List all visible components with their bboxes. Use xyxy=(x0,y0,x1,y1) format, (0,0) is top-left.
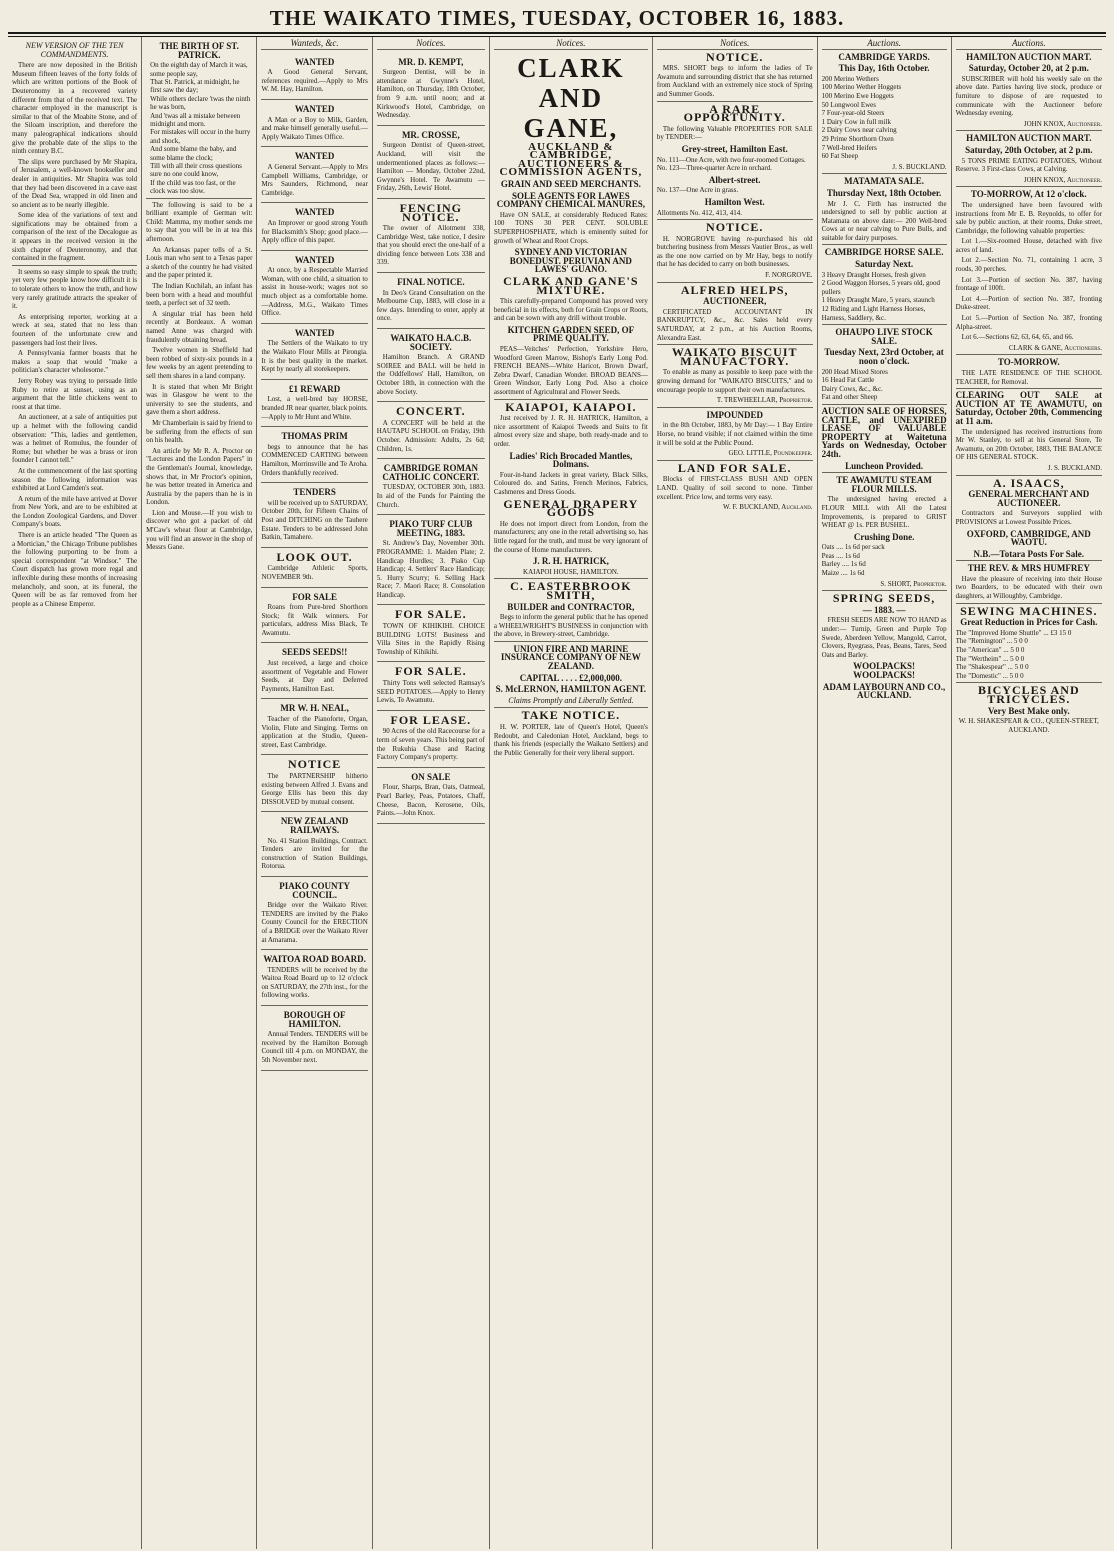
ad xyxy=(261,699,367,755)
kaiapoi-body-2: Four-in-hand Jackets in great variety, Black Silks, Coloured do. and Satins, French Merinos, Fabrics, Cashmeres and Dress Goods. xyxy=(493,470,648,496)
paragraph: An Arkansas paper tells of a St. Louis man who sent to a Texas paper a sketch of the country he had visited and the paper printed it. xyxy=(146,245,253,280)
clark-gane-mixture: CLARK AND GANE'S MIXTURE. xyxy=(503,273,639,297)
ad xyxy=(261,877,367,950)
ad-title: NEW ZEALAND RAILWAYS. xyxy=(280,816,349,835)
verse-line: And some blame the baby, and some blame the clock; xyxy=(150,145,237,162)
list-item: Oats .... 1s 6d per sack xyxy=(821,543,885,552)
divider xyxy=(657,407,813,408)
list-item: 12 Riding and Light Harness Horses, Harness, Saddlery, &c. xyxy=(821,305,926,322)
ad-title: CAMBRIDGE ROMAN CATHOLIC CONCERT. xyxy=(382,463,480,482)
ad xyxy=(261,203,367,250)
ad xyxy=(261,812,367,877)
section-heading: Notices. xyxy=(657,39,813,50)
verse-line: That St. Patrick, at midnight, he first saw the day; xyxy=(150,78,240,95)
ad-body: Hamilton Branch. A GRAND SOIREE and BALL will be held in the Oddfellows' Hall, Hamilton, on October 18th, in connection with the above Society. xyxy=(376,353,485,396)
ad-title: MR W. H. NEAL, xyxy=(280,703,349,714)
ad-title: FOR LEASE. xyxy=(390,712,472,727)
ad-title: TENDERS xyxy=(293,487,336,498)
spring-seeds-title: SPRING SEEDS, xyxy=(832,591,936,606)
impounded-signature: GEO. LITTLE, Poundkeeper. xyxy=(728,449,813,458)
divider xyxy=(12,265,137,266)
ad xyxy=(377,711,485,768)
ad xyxy=(261,1006,367,1071)
article-title: THE BIRTH OF ST. PATRICK. xyxy=(159,41,239,60)
matamata-date: Thursday Next, 18th October. xyxy=(826,187,942,198)
notice-body: H. NORGROVE having re-purchased his old butchering business from Messrs Vautier Bros., as well as the one now carried on by Mr Hay, begs to notify that he has decided to carry on both businesses. xyxy=(656,234,813,269)
list-item: Albert-street. xyxy=(708,175,761,185)
ad-body: 90 Acres of the old Racecourse for a term of seven years. This being part of the Rukuhia Chase and Racing Factory Company's property. xyxy=(376,727,485,762)
ad-title: WANTED xyxy=(294,207,335,218)
ad xyxy=(377,273,485,329)
biscuit-title: WAIKATO BISCUIT MANUFACTORY. xyxy=(671,345,798,368)
paragraph: A singular trial has been held recently at Bordeaux. A woman named Anne was charged with fraudulently obtaining bread. xyxy=(146,309,253,344)
ad xyxy=(377,515,485,605)
list-item: 100 Merino Ewe Hoggets xyxy=(821,91,894,100)
clark-gane-location: AUCKLAND & CAMBRIDGE, xyxy=(528,140,614,162)
list-item: 1 Dairy Cow in full milk xyxy=(821,117,891,126)
clark-gane-mixture-body: This carefully-prepared Compound has proved very beneficial in its effects, both for Grain Crops or Roots, and can be sown with any drill without trouble. xyxy=(493,297,648,323)
list-item: Lot 6.—Sections 62, 63, 64, 65, and 66. xyxy=(961,333,1074,342)
crushing-title: Crushing Done. xyxy=(853,531,915,542)
ad-body: Surgeon Dentist of Queen-street, Auckland, will visit the undermentioned places as follows:— Hamilton — Monday, October 22nd, Gwynne's Hotel. Te Awamutu — Friday, 26th, Lewis' Hotel. xyxy=(376,141,485,193)
ad-body: TUESDAY, OCTOBER 30th, 1883. In aid of the Funds for Painting the Church. xyxy=(376,483,485,509)
ad xyxy=(261,483,367,548)
isaacs-body: Contractors and Surveyors supplied with PROVISIONS at Lowest Possible Prices. xyxy=(955,509,1102,526)
list-item: Fat and other Sheep xyxy=(821,393,878,402)
ad xyxy=(261,324,367,380)
ad-title: FINAL NOTICE. xyxy=(397,277,465,288)
section-heading: Wanteds, &c. xyxy=(261,39,367,50)
spring-seeds-year: — 1883. — xyxy=(862,604,906,615)
hatrick-title: J. R. H. HATRICK, xyxy=(532,556,609,567)
isaacs-title: A. ISAACS, xyxy=(992,475,1065,490)
ad xyxy=(377,768,485,824)
paragraph: Mr Chamberlain is said by friend to be suffering from the effects of sun on his health. xyxy=(146,418,253,445)
mills-body: The undersigned having erected a FLOUR MILL with All the Latest Improvements, is prepared to GRIST WHEAT @ 1s. PER BUSHEL. xyxy=(821,495,947,530)
stock-list xyxy=(822,75,947,161)
ad xyxy=(377,126,485,199)
article-body xyxy=(12,61,137,608)
union-claims: Claims Promptly and Liberally Settled. xyxy=(508,695,634,705)
list-item: 7 Four-year-old Steers xyxy=(821,109,885,118)
ad-body: No. 41 Station Buildings, Contract. Tenders are invited for the construction of Station Buildings, Rotorua. xyxy=(261,836,368,871)
column-st-patrick xyxy=(142,37,257,1549)
ad-body: Just received, a large and choice assortment of Vegetable and Flower Seeds, at Day and Deferred Payments, Hamilton East. xyxy=(261,659,368,693)
clark-gane-title: CLARK AND GANE, xyxy=(517,52,625,143)
clark-gane-line: GRAIN AND SEED MERCHANTS. xyxy=(500,178,641,189)
paragraph: A Pennsylvania farmer boasts that he makes a soap that would "make a politician's character wholesome." xyxy=(12,349,138,375)
ad-body: Thirty Tons well selected Ramsay's SEED POTATOES.—Apply to Henry Lewis, Te Awamutu. xyxy=(376,679,485,705)
mills-signature: S. SHORT, Proprietor. xyxy=(880,579,947,588)
paragraph: The following is said to be a brilliant example of German wit: Child: Mamma, my mother sends me to say that you will be in at tea this afternoon. xyxy=(146,200,253,244)
list-item: Lot 5.—Portion of Section No. 387, fronting Alpha-street. xyxy=(955,314,1102,331)
isaacs-places: OXFORD, CAMBRIDGE, AND WAOTU. xyxy=(966,528,1091,548)
clark-gane-seed: SYDNEY AND VICTORIAN BONEDUST. PERUVIAN AND LAWES' GUANO. xyxy=(509,247,632,275)
helps-sub: AUCTIONEER, xyxy=(703,296,767,307)
column-auctions-1 xyxy=(818,37,952,1549)
clearing-body: The undersigned has received instructions from Mr W. Stanley, to sell at his General Store, Te Awamutu, on 20th October, 1883, THE BALANCE OF HIS GENERAL STOCK. xyxy=(955,427,1102,462)
ad-title: £1 REWARD xyxy=(288,383,341,394)
list-item: The "Shakespear" ... 5 0 0 xyxy=(955,663,1029,672)
article-title: NEW VERSION OF THE TEN COMMANDMENTS. xyxy=(25,41,124,59)
ad xyxy=(377,459,485,515)
clearing-signature: J. S. BUCKLAND. xyxy=(1047,463,1102,472)
easterbrook-body: Begs to inform the general public that he has opened a WHEELWRIGHT'S BUSINESS in conjunction with the above, in Brewery-street, Cambridge. xyxy=(493,613,648,639)
horse-sale-date: Saturday Next. xyxy=(855,259,914,270)
ad-title: FOR SALE xyxy=(292,591,337,602)
poem xyxy=(146,61,252,196)
tomorrow-body: The undersigned have been favoured with instructions from Mr E. B. Reynolds, to offer for sale by public auction, at their rooms, Duke street, Cambridge, the following valuable properties: xyxy=(955,200,1102,235)
clearing-title: CLEARING OUT SALE at AUCTION AT TE AWAMUTU, on Saturday, October 20th, Commencing at 11 a.m. xyxy=(955,390,1102,426)
paragraph: The Indian Kuchilah, an infant has been born with a head and mouthful teeth, a perfect set of 32 teeth. xyxy=(146,282,253,308)
biscuit-body: To enable as many as possible to keep pace with the growing demand for "WAIKATO BISCUITS," and to encourage people to support their own manufactures. xyxy=(656,368,813,394)
ad xyxy=(261,643,367,699)
divider xyxy=(822,324,947,325)
ad-title: CONCERT. xyxy=(395,404,466,419)
ad-body: The Settlers of the Waikato to try the Waikato Flour Mills at Pirongia. It is the best quality in the market. Kept by nearly all storekeepers. xyxy=(261,339,368,374)
ad-title: FENCING NOTICE. xyxy=(399,200,462,224)
land-signature: W. F. BUCKLAND, Auckland. xyxy=(723,503,813,512)
columns xyxy=(8,36,1106,1549)
ohaupo-list xyxy=(822,368,947,402)
property-list xyxy=(657,156,813,218)
ad-title: WAITOA ROAD BOARD. xyxy=(263,954,366,965)
mart-title: HAMILTON AUCTION MART. xyxy=(966,51,1092,62)
isaacs-nb: N.B.—Totara Posts For Sale. xyxy=(973,548,1085,559)
list-item: 100 Merino Wether Hoggets xyxy=(821,83,902,92)
ad-title: WANTED xyxy=(294,103,335,114)
kaiapoi-body: Just received by J. R. H. HATRICK, Hamilton, a nice assortment of Kaiapoi Tweeds and Suits to fit almost every size and shape, both ready-made and to order. xyxy=(493,414,648,448)
list-item: 2 Good Waggon Horses, 5 years old, good pullers xyxy=(821,279,941,296)
paragraph: Lion and Mouse.—If you wish to discover who got a packet of old M'Caw's wheat flour at Cambridge, you will find an answer in the shop of Messrs Gane. xyxy=(146,508,253,552)
list-item: Lot 4.—Portion of section No. 387, fronting Duke-street. xyxy=(955,294,1102,312)
list-item: Hamilton West. xyxy=(704,197,765,207)
ad-body: TENDERS will be received by the Waitoa Road Board up to 12 o'clock on SATURDAY, the 27th inst., for the following works. xyxy=(261,965,368,1000)
horse-sale-title: CAMBRIDGE HORSE SALE. xyxy=(824,247,944,258)
verse-line: While others declare 'twas the ninth he was born, xyxy=(150,94,251,112)
ad-body: Annual Tenders. TENDERS will be received by the Hamilton Borough Council till 4 p.m. on MONDAY, the 5th November next. xyxy=(261,1030,368,1065)
paragraph: As enterprising reporter, working at a wreck at sea, stated that no less than fourteen of the unfortunate crew and passengers had lost their lives. xyxy=(12,312,138,347)
yards-date: This Day, 16th October. xyxy=(838,63,930,74)
ad xyxy=(261,251,367,324)
list-item: The "Remington" ... 5 0 0 xyxy=(955,637,1028,646)
divider xyxy=(956,130,1102,131)
section-heading: Notices. xyxy=(377,39,485,50)
notice-body: MRS. SHORT begs to inform the ladies of Te Awamutu and surrounding district that she has returned from Auckland with an extremely nice stock of Spring and Summer Goods. xyxy=(656,64,813,98)
column-wanteds xyxy=(257,37,372,1549)
sewing-sub: Great Reduction in Prices for Cash. xyxy=(960,617,1098,628)
humfrey-title: THE REV. & MRS HUMFREY xyxy=(967,563,1090,574)
list-item: Peas .... 1s 6d xyxy=(821,551,860,560)
mart-body: 5 TONS PRIME EATING POTATOES, Without Reserve. 3 First-class Cows, at Calving. xyxy=(955,156,1102,174)
yards-title: CAMBRIDGE YARDS. xyxy=(838,51,930,62)
paragraph: At the commencement of the last sporting season the following information was exhibited at Lord Camden's seat. xyxy=(12,466,138,493)
matamata-body: Mr J. C. Firth has instructed the undersigned to sell by public auction at Matamata on above date:— 200 Well-bred Cows at or near calving to Pure Bulls, and suitable for dairy purposes. xyxy=(821,199,947,242)
clark-gane-agents: SOLE AGENTS FOR LAWES COMPANY CHEMICAL MANURES, xyxy=(496,190,645,210)
ad-body: Lost, a well-bred bay HORSE, branded JR near quarter, black points.—Apply to Mr Hunt and White. xyxy=(261,395,368,421)
notice-title: NOTICE. xyxy=(706,220,764,235)
land-title: LAND FOR SALE. xyxy=(677,460,792,475)
ad xyxy=(261,427,367,483)
paragraph: The slips were purchased by Mr Shapira, of Jerusalem, a well-known bookseller and dealer in antiquities. Mr Shapira was told that they had been discovered in a cave east of the Dead Sea, wrapped in old linen and so ancient as to be nearly illegible. xyxy=(12,157,138,209)
paragraph: An article by Mr R. A. Proctor on "Lectures and the London Papers" in the Gentleman's Journal, knowledge, shows that, in Mr Proctor's opinion, he was better treated in America and Australia by the papers than he is in London. xyxy=(146,446,253,507)
list-item: 200 Merino Wethers xyxy=(821,74,879,83)
ad-title: WANTED xyxy=(294,327,335,338)
ad-body: begs to announce that he has COMMENCED CARTING between Hamilton, Morrinsville and Te Aroha. Orders thankfully received. xyxy=(261,442,368,477)
section-heading: Auctions. xyxy=(956,39,1102,50)
ad-title: FOR SALE. xyxy=(394,607,467,622)
list-item: Maize .... 1s 6d xyxy=(821,569,865,578)
helps-title: ALFRED HELPS, xyxy=(680,282,789,297)
divider xyxy=(822,404,947,405)
union-agent: S. McLERNON, HAMILTON AGENT. xyxy=(495,684,647,695)
easterbrook-title: C. EASTERBROOK SMITH, xyxy=(510,579,632,602)
list-item: The "Domestic" ... 5 0 0 xyxy=(955,671,1024,680)
sewing-title: SEWING MACHINES. xyxy=(960,603,1098,618)
woolpacks: WOOLPACKS! WOOLPACKS! xyxy=(853,661,916,680)
paragraph: It seems so easy simple to speak the truth; yet very few people know how difficult it is to tolerate others to know the truth, and how very rarely gratitude attracts the speaker of it. xyxy=(12,267,138,311)
mart-body: SUBSCRIBER will hold his weekly sale on the above date. Parties having live stock, produce or furniture to dispose of are requested to communicate with the Auctioneer before Wednesday evening. xyxy=(955,74,1102,118)
biscuit-signature: T. TREWHEELLAR, Proprietor. xyxy=(716,396,813,405)
list-item: 29 Prime Shorthorn Oxen xyxy=(821,134,894,143)
divider xyxy=(956,388,1102,389)
tomorrow-title: TO-MORROW, At 12 o'clock. xyxy=(970,189,1087,200)
ad-body: A General Servant.—Apply to Mrs Campbell Williams, Cambridge, or Mrs Saunders, Richmond, near Cambridge. xyxy=(261,162,368,197)
paragraph: There is an article headed "The Queen as a Mortician," the Chicago Tribune publishes the following purporting to be from a special correspondent "at Windsor." The Court dispatch has grown more regal and inflexible during these months of increasing melancholy, and soon, at its funeral, the Queen will be as far removed from her people as a Chinese Emperor. xyxy=(12,531,138,608)
tomorrow-title: TO-MORROW. xyxy=(997,357,1060,368)
paragraph: It is stated that when Mr Bright was in Glasgow he went to the university to see the students, and gave them a short address. xyxy=(146,382,253,417)
mart-signature: JOHN KNOX, Auctioneer. xyxy=(1023,119,1102,128)
ad-title: WANTED xyxy=(294,254,335,265)
section-heading: Notices. xyxy=(494,39,648,50)
ad-body: Roans from Pure-bred Shorthorn Stock; fit Walk winners. For particulars, address Miss Black, Te Awamutu. xyxy=(261,603,368,637)
list-item: 16 Head Fat Cattle xyxy=(821,376,875,385)
list-item: The "Wertheim" ... 5 0 0 xyxy=(955,654,1025,663)
ad-body: St. Andrew's Day, November 30th. PROGRAMME: 1. Maiden Plate; 2. Handicap Hurdles; 3. Piako Cup Handicap; 4. Settlers' Race Handicap; 5. Hurry Scurry; 6. Selling Hack Race; 7. Maori Race; 8. Consolation Handicap. xyxy=(376,539,485,599)
bicycles-title: BICYCLES AND TRICYCLES. xyxy=(977,683,1080,706)
ad-body: A Good General Servant, references required.—Apply to Mrs W. M. Hay, Hamilton. xyxy=(261,68,368,94)
notice-title: NOTICE. xyxy=(706,49,764,64)
ad-body: The PARTNERSHIP hitherto existing between Alfred J. Evans and George Ellis has been this day DISSOLVED by mutual consent. xyxy=(261,772,368,806)
ad-title: WANTED xyxy=(294,56,335,67)
list-item: Lot 2.—Section No. 71, containing 1 acre, 3 roods, 30 perches. xyxy=(955,256,1102,274)
ad-title: THOMAS PRIM xyxy=(281,431,348,442)
ad-body: Cambridge Athletic Sports, NOVEMBER 9th. xyxy=(261,564,368,581)
column-auctions-2 xyxy=(952,37,1106,1549)
ad-title: MR. D. KEMPT, xyxy=(398,56,464,67)
land-body: Blocks of FIRST-CLASS BUSH AND OPEN LAND. Quality of soil second to none. Timber excellent. Price low, and terms very easy. xyxy=(656,475,813,501)
ad-body: Teacher of the Pianoforte, Organ, Violin, Flute and Singing. Terms on application at the Studio, Queen-street, East Cambridge. xyxy=(261,715,368,749)
divider xyxy=(956,354,1102,355)
ad-title: PIAKO TURF CLUB MEETING, 1883. xyxy=(389,519,473,538)
laybourn: ADAM LAYBOURN AND CO., AUCKLAND. xyxy=(822,681,946,701)
bicycles-sub: Very Best Make only. xyxy=(987,705,1070,716)
list-item: 7 Well-bred Heifers xyxy=(821,143,877,152)
list-item: Barley .... 1s 6d xyxy=(821,560,866,569)
drapery-body: He does not import direct from London, from the manufacturers; any one in the retail advertising so, has little regard for the truth, and must be very ignorant of the course of Home manufacturers. xyxy=(493,519,648,554)
clark-gane-manure: Have ON SALE, at considerably Reduced Rates: 100 TONS 30 PER CENT. SOLUBLE SUPERPHOSPHATE, which is eminently suited for growth of Wheat and Root Crops. xyxy=(493,210,648,245)
ad xyxy=(261,147,367,203)
sewing-list xyxy=(956,629,1102,681)
column-notices-1 xyxy=(373,37,490,1549)
list-item: Dairy Cows, &c., &c. xyxy=(821,384,883,393)
isaacs-sub: GENERAL MERCHANT AND AUCTIONEER. xyxy=(968,489,1090,508)
ad xyxy=(261,755,367,812)
ad xyxy=(377,605,485,662)
column-clark-gane xyxy=(490,37,653,1549)
column-commandments xyxy=(8,37,142,1549)
ad-body: Bridge over the Waikato River. TENDERS are invited by the Piako County Council for the ERECTION of a BRIDGE over the Waikato River at Amarama. xyxy=(261,901,368,944)
divider xyxy=(822,244,947,245)
list-item: No. 123—Three-quarter Acre in orchard. xyxy=(656,164,772,173)
waitetuna-sale: AUCTION SALE OF HORSES, CATTLE, and UNEXPIRED LEASE OF VALUABLE PROPERTY at Waitetuna Yards on Wednesday, October 24th. xyxy=(821,405,947,459)
paragraph: Twelve women in Sheffield had been robbed of sixty-six pounds in a few weeks by an agent pretending to sell them shares in a land company. xyxy=(146,346,253,380)
list-item: 200 Head Mixed Stores xyxy=(821,367,888,376)
divider xyxy=(494,641,648,642)
clark-gane-role: AUCTIONEERS & COMMISSION AGENTS, xyxy=(499,157,643,179)
clark-gane-signature: CLARK & GANE, Auctioneers. xyxy=(1008,343,1102,352)
list-item: Lot 1.—Six-roomed House, detached with five acres of land. xyxy=(955,237,1102,254)
ad-title: FOR SALE. xyxy=(394,664,467,679)
paragraph: Some idea of the variations of text and significations may be obtained from a comparison of the text of the Decalogue as it appears in the received version in the sixth chapter of Deuteronomy, and that contained in the fragment. xyxy=(12,211,138,263)
late-residence: THE LATE RESIDENCE OF THE SCHOOL TEACHER, for Removal. xyxy=(955,369,1102,386)
union-title: UNION FIRE AND MARINE INSURANCE COMPANY OF NEW ZEALAND. xyxy=(500,643,641,672)
ad xyxy=(377,402,485,459)
yards-signature: J. S. BUCKLAND. xyxy=(892,162,947,171)
list-item: 1 Heavy Draught Mare, 5 years, staunch xyxy=(821,296,935,305)
easterbrook-sub: BUILDER and CONTRACTOR, xyxy=(507,601,635,612)
ad-title: WAIKATO H.A.C.B. SOCIETY. xyxy=(390,333,472,352)
kaiapoi-sub: Ladies' Rich Brocaded Mantles, Dolmans. xyxy=(509,450,633,470)
column-notices-2 xyxy=(653,37,818,1549)
paragraph: There are now deposited in the British Museum fifteen leaves of the forty folds of which are written portions of the Book of Deuteronomy in a recovered variety different from that of the received text. The character employed in the manuscript is similar to that of the Moabite Stone, and of the Siloam inscription, and therefore the many paleographical indications should give the probable date of the slips to the ninth century B.C. xyxy=(12,61,138,156)
ohaupo-title: OHAUPO LIVE STOCK SALE. xyxy=(835,327,933,346)
take-notice-body: H. W. PORTER, late of Queen's Hotel, Queen's Redoubt, and Caledonian Hotel, Auckland, begs to thank his friends (especially the Waikato Settlers) and the Public Generally for their very liberal support. xyxy=(493,723,648,757)
shakespear-address: W. H. SHAKESPEAR & CO., QUEEN-STREET, AUCKLAND. xyxy=(958,717,1099,734)
ad-title: BOROUGH OF HAMILTON. xyxy=(283,1010,346,1029)
matamata-title: MATAMATA SALE. xyxy=(844,176,925,187)
ad xyxy=(261,53,367,100)
lot-list xyxy=(956,237,1102,342)
hatrick-sub: KAIAPOI HOUSE, HAMILTON. xyxy=(523,567,619,576)
paragraph: Jerry Robey was trying to persuade little Ruby to retire at sunset, using as an argument that the little chickens went to roost at that time. xyxy=(12,376,138,411)
verse-line: If the child was too fast, or the clock was too slow. xyxy=(150,178,236,196)
impounded-body: in the 8th October, 1883, by Mr Day:— 1 Bay Entire Horse, no brand visible; if not claimed within the time it will be sold at the Public Pound. xyxy=(656,421,813,447)
rare-body: The following Valuable PROPERTIES FOR SALE by TENDER:— xyxy=(656,124,813,142)
list-item: The "American" ... 5 0 0 xyxy=(955,646,1025,655)
mills-title: TE AWAMUTU STEAM FLOUR MILLS. xyxy=(836,475,932,494)
list-item: Lot 3.—Portion of section No. 387, having frontage of 100ft. xyxy=(955,275,1102,293)
ad-title: SEEDS SEEDS!! xyxy=(281,647,348,658)
ad-body: Surgeon Dentist, will be in attendance at Gwynne's Hotel, Hamilton, on Thursday, 18th October, from 9 a.m. until noon; and at Kirkwood's Hotel, Cambridge, on Wednesday. xyxy=(376,68,485,120)
ad-body: Flour, Sharps, Bran, Oats, Oatmeal, Pearl Barley, Peas, Potatoes, Chaff, Cheese, Bacon, Kerosene, Oils, Paints.—John Knox. xyxy=(376,783,485,818)
crushing-list xyxy=(822,543,947,577)
mart-date: Saturday, October 20, at 2 p.m. xyxy=(968,63,1089,74)
rare-title: A RARE OPPORTUNITY. xyxy=(683,101,786,125)
ad-body: will be received up to SATURDAY, October 20th, for Fifteen Chains of Post and DITCHING on the Tauhere Estate. Tenders to be addressed John Batkin, Tamahere. xyxy=(261,498,368,542)
ad xyxy=(261,380,367,427)
ad-body: TOWN OF KIHIKIHI. CHOICE BUILDING LOTS! Business and Villa Sites in the Rapidly Rising Township of Kihikihi. xyxy=(376,622,485,656)
verse-line: On the eighth day of March it was, some people say, xyxy=(150,61,248,78)
clark-gane-kitchen-body: PEAS—Veitches' Perfection, Yorkshire Hero, Woodford Green Marrow, Bishop's Early Long Pod. FRENCH BEANS—White Haricot, Brown Dwarf, Zebra Dwarf, Canadian Wonder. BROAD BEANS—Green Windsor, Early Long Pod. Also a choice assortment of Agricultural and Flower Seeds. xyxy=(493,345,648,397)
ad xyxy=(377,53,485,126)
helps-body: CERTIFICATED ACCOUNTANT IN BANKRUPTCY, &c., &c. Sales held every SATURDAY, at 2 p.m., at his Auction Rooms, Alexandra East. xyxy=(656,307,813,342)
ad xyxy=(261,100,367,147)
ad-title: PIAKO COUNTY COUNCIL. xyxy=(279,880,350,900)
ad-body: At once, by a Respectable Married Woman, with one child, a situation to assist in house-work; wages not so much object as a comfortable home.—Address, M.G., Waikato Times Office. xyxy=(261,266,368,318)
humfrey-body: Have the pleasure of receiving into their House two Boarders, to be educated with their own daughters, at Willoughby, Cambridge. xyxy=(955,574,1102,601)
impounded-title: IMPOUNDED xyxy=(706,409,763,420)
ohaupo-date: Tuesday Next, 23rd October, at noon o'clock. xyxy=(824,347,944,366)
take-notice-title: TAKE NOTICE. xyxy=(521,708,621,723)
ad xyxy=(377,329,485,402)
ad xyxy=(261,950,367,1006)
masthead: THE WAIKATO TIMES, TUESDAY, OCTOBER 16, 1883. xyxy=(8,4,1106,34)
list-item: 3 Heavy Draught Horses, fresh given xyxy=(821,270,926,279)
divider xyxy=(822,472,947,473)
list-item: 2 Dairy Cows near calving xyxy=(821,126,897,135)
divider xyxy=(956,560,1102,561)
ad-body: A CONCERT will be held at the HAUTAPU SCHOOL on Friday, 19th October. Admission: Adults, 2s 6d; Children, 1s. xyxy=(376,418,485,453)
ad xyxy=(377,199,485,273)
union-capital: CAPITAL . . . . £2,000,000. xyxy=(519,672,623,683)
section-heading: Auctions. xyxy=(822,39,947,50)
ad-body: An Improver or good strong Youth for Blacksmith's Shop; good place.—Apply office of this paper. xyxy=(261,218,368,245)
mart-title: HAMILTON AUCTION MART. xyxy=(966,133,1092,144)
ad-title: MR. CROSSE, xyxy=(401,129,460,140)
ad xyxy=(261,588,367,644)
verse-line: For mistakes will occur in the hurry and shock, xyxy=(150,128,251,145)
ad-body: The owner of Allotment 338, Cambridge West, take notice, I desire that you should erect the one-half of a dividing fence between Lots 338 and 339. xyxy=(376,224,485,267)
luncheon: Luncheon Provided. xyxy=(845,460,924,471)
mart-date: Saturday, 20th October, at 2 p.m. xyxy=(965,144,1093,155)
rare-sub: Grey-street, Hamilton East. xyxy=(681,143,788,154)
list-item: 60 Fat Sheep xyxy=(821,152,859,161)
notice-signature: F. NORGROVE. xyxy=(765,271,813,280)
divider xyxy=(146,198,252,199)
ad-body: A Man or a Boy to Milk, Garden, and make himself generally useful.—Apply Waikato Times Office. xyxy=(261,115,368,141)
drapery-title: GENERAL DRAPERY GOODS xyxy=(503,496,639,520)
clark-gane-kitchen: KITCHEN GARDEN SEED, OF PRIME QUALITY. xyxy=(507,324,635,344)
ad-title: LOOK OUT. xyxy=(276,549,353,564)
kaiapoi-title: KAIAPOI, KAIAPOI. xyxy=(505,399,637,414)
verse-line: Till with all their cross questions sure no one could know, xyxy=(150,162,242,179)
horse-list xyxy=(822,271,947,323)
list-item: 50 Longwool Ewes xyxy=(821,100,877,109)
paragraph: An auctioneer, at a sale of antiquities put up a helmet with the following candid observation: "This, ladies and gentlemen, was a helmet of Romulus, the founder of Rome; but whether he was a brass or iron founder I cannot tell." xyxy=(12,413,138,465)
list-item: No. 137—One Acre in grass. xyxy=(656,186,739,195)
list-item: Allotments No. 412, 413, 414. xyxy=(656,208,743,217)
verse-line: And 'twas all a mistake between midnight and morn. xyxy=(150,111,241,129)
list-item: The "Improved Home Shuttle" ... £3 15 0 xyxy=(955,628,1072,637)
ad-body: In Deo's Grand Consultation on the Melbourne Cup, 1883, will close in a few days. Intending to enter, apply at once. xyxy=(376,288,485,323)
paragraph: A return of the mile have arrived at Dover from New York, and are to be exhibited at the London Zoological Gardens, and Dover Company's boats. xyxy=(12,494,138,529)
ad xyxy=(261,548,367,588)
list-item: No. 111—One Acre, with two four-roomed Cottages. xyxy=(656,155,806,164)
ad-title: NOTICE xyxy=(287,757,342,772)
divider xyxy=(956,186,1102,187)
ad-title: WANTED xyxy=(294,151,335,162)
mart-signature: JOHN KNOX, Auctioneer. xyxy=(1023,175,1102,184)
divider xyxy=(822,173,947,174)
ad xyxy=(377,662,485,710)
spring-seeds-body: FRESH SEEDS ARE NOW TO HAND as under:— Turnip, Green and Purple Top Swede, Aberdeen Yellow, Mangold, Carrot, Clovers, Ryegrass, Peas, Beans, Tares, Seed Oats and Barley. xyxy=(821,616,947,659)
ad-title: ON SALE xyxy=(411,771,451,782)
